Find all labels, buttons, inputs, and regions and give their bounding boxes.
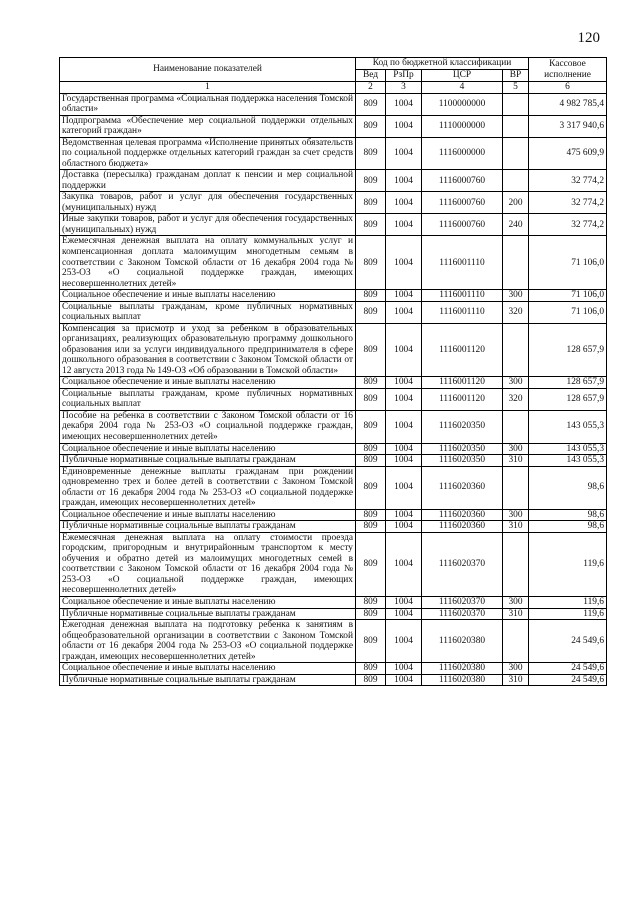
row-vr xyxy=(503,532,529,596)
table-row xyxy=(60,509,607,521)
row-amount: 71 106,0 xyxy=(529,290,607,302)
row-vr xyxy=(503,93,529,115)
row-amount: 4 982 785,4 xyxy=(529,93,607,115)
column-number: 5 xyxy=(503,82,529,94)
row-csr: 1116000760 xyxy=(422,214,503,236)
table-row xyxy=(60,410,607,443)
row-ved: 809 xyxy=(356,466,386,509)
row-csr: 1110000000 xyxy=(422,115,503,137)
table-row xyxy=(60,115,607,137)
table-row xyxy=(60,170,607,192)
row-amount: 143 055,3 xyxy=(529,410,607,443)
row-rzpr: 1004 xyxy=(386,388,422,410)
row-csr: 1116020380 xyxy=(422,663,503,675)
row-name: Закупка товаров, работ и услуг для обеспечения государственных (муниципальных) нужд xyxy=(60,192,356,214)
row-rzpr: 1004 xyxy=(386,608,422,620)
row-name: Публичные нормативные социальные выплаты гражданам xyxy=(60,608,356,620)
row-rzpr: 1004 xyxy=(386,466,422,509)
header-name: Наименование показателей xyxy=(60,58,356,82)
row-csr: 1116020350 xyxy=(422,455,503,467)
row-amount: 119,6 xyxy=(529,596,607,608)
table-row xyxy=(60,290,607,302)
row-name: Социальное обеспечение и иные выплаты населению xyxy=(60,509,356,521)
row-vr: 320 xyxy=(503,301,529,323)
row-amount: 24 549,6 xyxy=(529,674,607,686)
row-name: Компенсация за присмотр и уход за ребенком в образовательных организациях, реализующих образовательную программу дошкольного образования или за услуги индивидуального предпринимателя в сфере дошкольного образования в соответствии с Законом Томской области от 12 августа 2013 года № 149-ОЗ «Об образовании в Томской области» xyxy=(60,323,356,377)
row-amount: 128 657,9 xyxy=(529,388,607,410)
row-csr: 1116000760 xyxy=(422,192,503,214)
row-rzpr: 1004 xyxy=(386,509,422,521)
row-csr: 1116000760 xyxy=(422,170,503,192)
column-number-row xyxy=(60,82,607,94)
table-row xyxy=(60,663,607,675)
row-rzpr: 1004 xyxy=(386,443,422,455)
row-name: Ежегодная денежная выплата на подготовку ребенка к занятиям в общеобразовательной организации в соответствии с Законом Томской области от 16 декабря 2004 года № 253-ОЗ «О социальной поддержке граждан, имеющих несовершеннолетних детей» xyxy=(60,620,356,663)
row-rzpr: 1004 xyxy=(386,455,422,467)
table-row xyxy=(60,236,607,290)
row-rzpr: 1004 xyxy=(386,192,422,214)
row-ved: 809 xyxy=(356,377,386,389)
row-csr: 1116001120 xyxy=(422,377,503,389)
row-ved: 809 xyxy=(356,663,386,675)
row-ved: 809 xyxy=(356,608,386,620)
row-ved: 809 xyxy=(356,236,386,290)
row-name: Пособие на ребенка в соответствии с Законом Томской области от 16 декабря 2004 года № 253-ОЗ «О социальной поддержке граждан, имеющих несовершеннолетних детей» xyxy=(60,410,356,443)
row-csr: 1116020380 xyxy=(422,674,503,686)
row-csr: 1100000000 xyxy=(422,93,503,115)
table-row xyxy=(60,214,607,236)
row-name: Социальное обеспечение и иные выплаты населению xyxy=(60,377,356,389)
column-number: 3 xyxy=(386,82,422,94)
row-rzpr: 1004 xyxy=(386,290,422,302)
row-vr: 300 xyxy=(503,290,529,302)
table-row xyxy=(60,674,607,686)
row-amount: 128 657,9 xyxy=(529,323,607,377)
row-csr: 1116020350 xyxy=(422,443,503,455)
row-vr xyxy=(503,236,529,290)
row-name: Социальное обеспечение и иные выплаты населению xyxy=(60,596,356,608)
row-amount: 98,6 xyxy=(529,521,607,533)
row-name: Ведомственная целевая программа «Исполнение принятых обязательств по социальной поддержке отдельных категорий граждан за счет средств областного бюджета» xyxy=(60,137,356,170)
table-row xyxy=(60,466,607,509)
row-amount: 98,6 xyxy=(529,466,607,509)
row-amount: 143 055,3 xyxy=(529,443,607,455)
row-vr xyxy=(503,620,529,663)
row-vr: 310 xyxy=(503,674,529,686)
row-vr: 300 xyxy=(503,443,529,455)
row-csr: 1116020370 xyxy=(422,608,503,620)
row-csr: 1116020370 xyxy=(422,532,503,596)
row-vr: 300 xyxy=(503,596,529,608)
row-amount: 71 106,0 xyxy=(529,236,607,290)
row-amount: 119,6 xyxy=(529,608,607,620)
row-vr: 310 xyxy=(503,608,529,620)
row-vr: 310 xyxy=(503,455,529,467)
row-name: Государственная программа «Социальная поддержка населения Томской области» xyxy=(60,93,356,115)
row-amount: 98,6 xyxy=(529,509,607,521)
row-vr xyxy=(503,410,529,443)
row-ved: 809 xyxy=(356,620,386,663)
row-ved: 809 xyxy=(356,410,386,443)
table-row xyxy=(60,388,607,410)
row-amount: 71 106,0 xyxy=(529,301,607,323)
table-row xyxy=(60,455,607,467)
row-ved: 809 xyxy=(356,455,386,467)
row-vr: 300 xyxy=(503,509,529,521)
table-row xyxy=(60,137,607,170)
row-rzpr: 1004 xyxy=(386,301,422,323)
table-row xyxy=(60,301,607,323)
row-rzpr: 1004 xyxy=(386,323,422,377)
row-ved: 809 xyxy=(356,301,386,323)
table-row xyxy=(60,377,607,389)
column-number: 4 xyxy=(422,82,503,94)
row-rzpr: 1004 xyxy=(386,377,422,389)
table-row xyxy=(60,323,607,377)
table-row xyxy=(60,620,607,663)
table-row xyxy=(60,521,607,533)
row-vr xyxy=(503,115,529,137)
row-csr: 1116001120 xyxy=(422,323,503,377)
row-rzpr: 1004 xyxy=(386,532,422,596)
row-amount: 128 657,9 xyxy=(529,377,607,389)
header-vr: ВР xyxy=(503,70,529,82)
row-vr: 200 xyxy=(503,192,529,214)
table-row xyxy=(60,532,607,596)
row-name: Социальные выплаты гражданам, кроме публичных нормативных социальных выплат xyxy=(60,388,356,410)
row-amount: 24 549,6 xyxy=(529,663,607,675)
row-rzpr: 1004 xyxy=(386,521,422,533)
row-csr: 1116020360 xyxy=(422,521,503,533)
row-csr: 1116020350 xyxy=(422,410,503,443)
row-rzpr: 1004 xyxy=(386,115,422,137)
header-code-group: Код по бюджетной классификации xyxy=(356,58,529,70)
column-number: 6 xyxy=(529,82,607,94)
row-amount: 3 317 940,6 xyxy=(529,115,607,137)
row-csr: 1116020380 xyxy=(422,620,503,663)
row-ved: 809 xyxy=(356,388,386,410)
row-amount: 24 549,6 xyxy=(529,620,607,663)
row-amount: 32 774,2 xyxy=(529,214,607,236)
row-rzpr: 1004 xyxy=(386,170,422,192)
row-rzpr: 1004 xyxy=(386,236,422,290)
row-rzpr: 1004 xyxy=(386,93,422,115)
row-ved: 809 xyxy=(356,674,386,686)
row-ved: 809 xyxy=(356,115,386,137)
row-name: Ежемесячная денежная выплата на оплату стоимости проезда городским, пригородным и внутрирайонным транспортом к месту обучения и обратно детей из малоимущих многодетных семей в соответствии с Законом Томской области от 16 декабря 2004 года № 253-ОЗ «О социальной поддержке граждан, имеющих несовершеннолетних детей» xyxy=(60,532,356,596)
row-name: Ежемесячная денежная выплата на оплату коммунальных услуг и компенсационная доплата малоимущим многодетным семьям в соответствии с Законом Томской области от 16 декабря 2004 года № 253-ОЗ «О социальной поддержке граждан, имеющих несовершеннолетних детей» xyxy=(60,236,356,290)
row-vr xyxy=(503,170,529,192)
row-rzpr: 1004 xyxy=(386,663,422,675)
row-vr: 300 xyxy=(503,663,529,675)
row-rzpr: 1004 xyxy=(386,410,422,443)
row-vr: 240 xyxy=(503,214,529,236)
row-vr xyxy=(503,466,529,509)
row-ved: 809 xyxy=(356,290,386,302)
table-row xyxy=(60,443,607,455)
row-vr: 310 xyxy=(503,521,529,533)
row-csr: 1116001110 xyxy=(422,290,503,302)
row-amount: 475 609,9 xyxy=(529,137,607,170)
row-amount: 143 055,3 xyxy=(529,455,607,467)
row-name: Единовременные денежные выплаты гражданам при рождении одновременно трех и более детей в соответствии с Законом Томской области от 16 декабря 2004 года № 253-ОЗ «О социальной поддержке граждан, имеющих несовершеннолетних детей» xyxy=(60,466,356,509)
row-csr: 1116020360 xyxy=(422,509,503,521)
row-csr: 1116001110 xyxy=(422,301,503,323)
row-name: Подпрограмма «Обеспечение мер социальной поддержки отдельных категорий граждан» xyxy=(60,115,356,137)
table-row xyxy=(60,192,607,214)
row-ved: 809 xyxy=(356,521,386,533)
row-name: Социальное обеспечение и иные выплаты населению xyxy=(60,443,356,455)
row-name: Публичные нормативные социальные выплаты гражданам xyxy=(60,455,356,467)
row-csr: 1116020360 xyxy=(422,466,503,509)
row-amount: 32 774,2 xyxy=(529,170,607,192)
budget-table xyxy=(59,57,607,686)
header-rzpr: РзПр xyxy=(386,70,422,82)
table-row xyxy=(60,93,607,115)
row-rzpr: 1004 xyxy=(386,620,422,663)
row-name: Публичные нормативные социальные выплаты гражданам xyxy=(60,674,356,686)
row-ved: 809 xyxy=(356,170,386,192)
row-name: Социальные выплаты гражданам, кроме публичных нормативных социальных выплат xyxy=(60,301,356,323)
row-vr: 300 xyxy=(503,377,529,389)
row-ved: 809 xyxy=(356,443,386,455)
row-ved: 809 xyxy=(356,596,386,608)
column-number: 2 xyxy=(356,82,386,94)
row-csr: 1116001120 xyxy=(422,388,503,410)
row-name: Публичные нормативные социальные выплаты гражданам xyxy=(60,521,356,533)
row-csr: 1116001110 xyxy=(422,236,503,290)
row-name: Социальное обеспечение и иные выплаты населению xyxy=(60,290,356,302)
row-csr: 1116000000 xyxy=(422,137,503,170)
row-amount: 119,6 xyxy=(529,532,607,596)
column-number: 1 xyxy=(60,82,356,94)
row-vr xyxy=(503,137,529,170)
row-rzpr: 1004 xyxy=(386,214,422,236)
header-ved: Вед xyxy=(356,70,386,82)
row-vr: 320 xyxy=(503,388,529,410)
row-ved: 809 xyxy=(356,532,386,596)
row-name: Социальное обеспечение и иные выплаты населению xyxy=(60,663,356,675)
row-name: Доставка (пересылка) гражданам доплат к пенсии и мер социальной поддержки xyxy=(60,170,356,192)
row-ved: 809 xyxy=(356,93,386,115)
page-number: 120 xyxy=(577,30,600,46)
table-body xyxy=(60,93,607,686)
row-rzpr: 1004 xyxy=(386,596,422,608)
row-vr xyxy=(503,323,529,377)
row-ved: 809 xyxy=(356,323,386,377)
row-ved: 809 xyxy=(356,192,386,214)
row-ved: 809 xyxy=(356,137,386,170)
row-ved: 809 xyxy=(356,509,386,521)
row-ved: 809 xyxy=(356,214,386,236)
header-amount: Кассовое исполнение xyxy=(529,58,607,82)
table-row xyxy=(60,596,607,608)
row-rzpr: 1004 xyxy=(386,674,422,686)
table-row xyxy=(60,608,607,620)
row-rzpr: 1004 xyxy=(386,137,422,170)
header-csr: ЦСР xyxy=(422,70,503,82)
row-csr: 1116020370 xyxy=(422,596,503,608)
row-name: Иные закупки товаров, работ и услуг для обеспечения государственных (муниципальных) нужд xyxy=(60,214,356,236)
row-amount: 32 774,2 xyxy=(529,192,607,214)
